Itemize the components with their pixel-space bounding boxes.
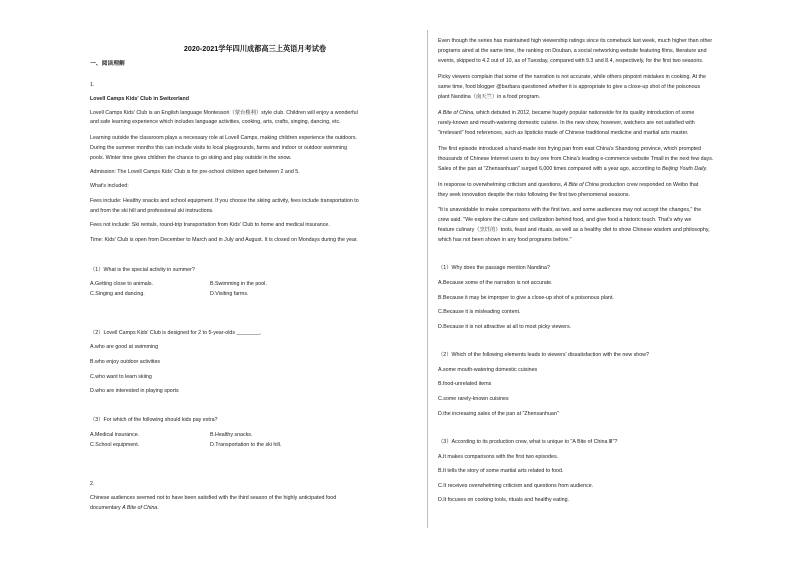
- passage-line: What's included:: [90, 183, 129, 189]
- passage-line: programs aired at the same time, the ranking on Douban, a social networking website featuring films, literature and: [438, 48, 707, 54]
- text-fragment: , which debuted in 2012, became hugely popular nationwide for its quality introduction of some: [473, 110, 695, 116]
- option-d[interactable]: D.who are interested in playing sports: [90, 388, 179, 394]
- passage-line: Learning outside the classroom plays a necessary role at Lovell Camps, making children experience the outdoors.: [90, 135, 358, 141]
- documentary-title: A Bite of China: [122, 505, 158, 511]
- question-number: 2.: [90, 481, 95, 487]
- option-d[interactable]: D.Transportation to the ski hill.: [210, 442, 282, 448]
- option-row: [90, 281, 420, 289]
- question-stem: （1）What is the special activity in summer?: [90, 267, 195, 273]
- passage-line: they seek innovation despite the risks following the first two phenomenal seasons.: [438, 192, 630, 198]
- option-row: [90, 432, 420, 440]
- option-d[interactable]: D.It focuses on cooking tools, rituals and healthy eating.: [438, 497, 570, 503]
- passage-line: Even though the series has maintained high viewership ratings since its comeback last week, much higher than other: [438, 38, 713, 44]
- passage-line: thousands of Chinese Internet users to buy one from China's leading e-commerce website Tmall in the next few days.: [438, 156, 714, 162]
- passage-line: Admission: The Lovell Camps Kids' Club is for pre-school children aged between 2 and 5.: [90, 169, 300, 175]
- passage-line: which has not been shown in any food programs before.": [438, 237, 572, 243]
- text-fragment: .: [157, 505, 159, 511]
- option-c[interactable]: C.some rarely-known cuisines: [438, 396, 509, 402]
- question-stem: （1）Why does the passage mention Nandina?: [438, 265, 550, 271]
- option-b[interactable]: B.It tells the story of some martial arts related to food.: [438, 468, 564, 474]
- passage-line: "irrelevant" food references, such as lipsticks made of Chinese traditional medicine and martial arts master.: [438, 130, 689, 136]
- passage-line: [438, 182, 768, 190]
- option-d[interactable]: D.Because it is not attractive at all to most picky viewers.: [438, 324, 572, 330]
- text-fragment: In response to overwhelming criticism and questions,: [438, 182, 564, 188]
- passage-line: [438, 110, 768, 118]
- option-b[interactable]: B.Healthy snacks.: [210, 432, 253, 438]
- passage-line: plant Nandina（南天竺）in a food program.: [438, 94, 541, 100]
- option-c[interactable]: C.Singing and dancing.: [90, 291, 145, 297]
- passage-line: [438, 166, 768, 174]
- question-stem: （2）Which of the following elements leads to viewers' dissatisfaction with the new show?: [438, 352, 649, 358]
- option-c[interactable]: C.It receives overwhelming criticism and questions from audience.: [438, 483, 594, 489]
- option-c[interactable]: C.Because it is misleading content.: [438, 309, 521, 315]
- option-c[interactable]: C.who want to learn skiing: [90, 374, 152, 380]
- option-b[interactable]: B.Swimming in the pool.: [210, 281, 267, 287]
- passage-line: "It is unavoidable to make comparisons with the first two, and some audiences may not accept the changes," the: [438, 207, 702, 213]
- option-row: [90, 291, 420, 299]
- option-a[interactable]: A.Medical insurance.: [90, 432, 140, 438]
- passage-line: Chinese audiences seemed not to have been satisfied with the third season of the highly anticipated food: [90, 495, 337, 501]
- text-fragment: Sales of the pan at "Zhensanhuan" surged 6,000 times compared with a year ago, according to: [438, 166, 663, 172]
- passage-title: Lovell Camps Kids' Club in Switzerland: [90, 96, 189, 102]
- option-a[interactable]: A.Because some of the narration is not accurate.: [438, 280, 553, 286]
- passage-line: During the summer months this can include visits to local playgrounds, farms and indoor or outdoor swimming: [90, 145, 348, 151]
- passage-line: [90, 505, 420, 513]
- passage-line: crew said. "We explore the culture and civilization behind food, and give food a historic touch. That's why we: [438, 217, 692, 223]
- passage-line: Picky viewers complain that some of the narration is not accurate, while others pinpoint mistakes in cooking. At the: [438, 74, 706, 80]
- exam-title: 2020-2021学年四川成都高三上英语月考试卷: [183, 44, 327, 53]
- option-a[interactable]: A.some mouth-watering domestic cuisines: [438, 367, 538, 373]
- documentary-title: A Bite of China: [563, 182, 599, 188]
- option-row: [90, 442, 420, 450]
- passage-line: Lovell Camps Kids' Club is an English language Montessori（蒙台梭利）style club. Children will enjoy a wonderful: [90, 110, 358, 116]
- column-divider: [427, 30, 428, 528]
- documentary-title: A Bite of China: [438, 110, 474, 116]
- newspaper-name: Beijing Youth Daily: [662, 166, 707, 172]
- passage-line: and safe learning experience which includes language activities, cooking, arts, crafts, singing, dancing, etc.: [90, 119, 341, 125]
- section-heading: 一、阅读理解: [90, 61, 125, 67]
- text-fragment: .: [706, 166, 708, 172]
- option-b[interactable]: B.food-unrelated items: [438, 381, 492, 387]
- passage-line: and from the ski hill and professional ski instructions.: [90, 208, 214, 214]
- question-number: 1.: [90, 82, 95, 88]
- option-b[interactable]: B.Because it may be improper to give a close-up shot of a poisonous plant.: [438, 295, 614, 301]
- option-a[interactable]: A.who are good at swimming: [90, 344, 159, 350]
- passage-line: Fees not include: Ski rentals, round-trip transportation from Kids' Club to home and medical insurance.: [90, 222, 330, 228]
- question-stem: （3）According to its production crew, what is unique to "A Bite of China Ⅲ"?: [438, 439, 618, 445]
- question-stem: （3）For which of the following should kids pay extra?: [90, 417, 218, 423]
- option-d[interactable]: D.the increasing sales of the pan at "Zhensanhuan": [438, 411, 559, 417]
- passage-line: pools. Winter time gives children the chance to go skiing and play outside in the snow.: [90, 155, 292, 161]
- text-fragment: production crew responded on Weibo that: [598, 182, 699, 188]
- passage-line: same time, food blogger @barbara questioned whether it is appropriate to give a close-up shot of the poisonous: [438, 84, 701, 90]
- text-fragment: documentary: [90, 505, 123, 511]
- question-stem: （2）Lovell Camps Kids' Club is designed for 2 to 5-year-olds ________.: [90, 330, 262, 336]
- option-d[interactable]: D.Visiting farms.: [210, 291, 249, 297]
- option-b[interactable]: B.who enjoy outdoor activities: [90, 359, 161, 365]
- passage-line: events, skipped to 4.2 out of 10, as of Tuesday, compared with 9.3 and 8.4, respectively, for the first two seasons.: [438, 58, 704, 64]
- option-a[interactable]: A.Getting close to animals.: [90, 281, 154, 287]
- passage-line: Fees include: Healthy snacks and school equipment. If you choose the skiing activity, fees include transportation to: [90, 198, 359, 204]
- passage-line: feature culinary（烹饪的）tools, feast and rituals, as well as a healthy diet to show Chinese wisdom and philosophy,: [438, 227, 710, 233]
- passage-line: The first episode introduced a hand-made iron frying pan from east China's Shandong province, which prompted: [438, 146, 702, 152]
- passage-line: rarely-known and mouth-watering domestic cuisine. In the new show, however, watchers are not satisfied with: [438, 120, 695, 126]
- passage-line: Time: Kids' Club is open from December to March and in July and August. It is closed on Mondays during the year.: [90, 237, 358, 243]
- option-c[interactable]: C.School equipment.: [90, 442, 140, 448]
- option-a[interactable]: A.It makes comparisons with the first two episodes.: [438, 454, 559, 460]
